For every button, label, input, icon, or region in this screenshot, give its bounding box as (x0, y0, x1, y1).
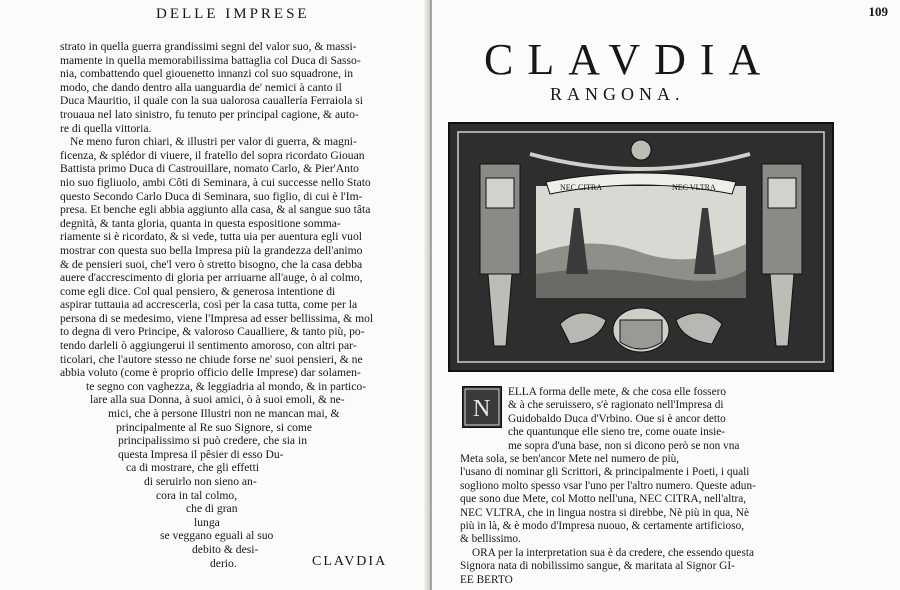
text-line: aspirar tuttauia ad accrescerla, così per la casa tutta, come per la (60, 298, 358, 312)
page-subtitle: RANGONA. (550, 84, 685, 104)
left-body-text (60, 40, 400, 570)
motto-nec-vltra: NEC VLTRA (672, 183, 716, 192)
text-line: Meta sola, se ben'ancor Mete nel numero de più, (460, 453, 680, 466)
motto-nec-citra: NEC CITRA (560, 183, 602, 192)
text-line: lunga (194, 515, 220, 529)
text-line: modo, che dando dentro alla uanguardia de' nemici à canto il (60, 80, 342, 94)
text-line: ELLA forma delle mete, & che cosa elle fossero (508, 386, 727, 398)
text-line: mostrar con questa suo bella Impresa più la grandezza dell'animo (60, 243, 363, 257)
text-line: che quantunque elle sieno tre, come ouate insie- (508, 426, 726, 439)
page-number: 109 (868, 4, 888, 19)
text-line: tendo darleli ò aggiungerui il sentimento amoroso, con altri par- (60, 339, 357, 353)
svg-text:N: N (473, 396, 491, 422)
text-line: mamente in quella memorabilissima battaglia col Duca di Sasso- (60, 53, 361, 67)
text-line: & à che seruissero, s'è ragionato nell'Impresa di (508, 399, 724, 412)
text-line: sogliono molto spesso vsar l'uno per l'altro numero. Queste adun- (460, 479, 756, 492)
text-line: principalissimo si può credere, che sia in (118, 434, 307, 448)
text-line: strato in quella guerra grandissimi segni del valor suo, & massi- (60, 40, 357, 53)
text-line: mici, che à persone Illustri non ne mancan mai, & (108, 407, 340, 421)
text-line: se veggano eguali al suo (160, 529, 274, 543)
text-line: degnità, & tanta gloria, quanta in questa espositione somma- (60, 216, 341, 230)
text-line: te segno con vaghezza, & leggiadria al mondo, & in partico- (86, 379, 367, 393)
text-line: re di quella vittoria. (60, 121, 152, 135)
text-line: nio suo figliuolo, ambi Côti di Seminara, à cui successe nello Stato (60, 175, 371, 189)
text-line: Guidobaldo Duca d'Vrbino. Oue si è ancor detto (508, 412, 726, 425)
text-line: cora in tal colmo, (156, 488, 238, 502)
text-line: ficenza, & splédor di viuere, il fratello del sopra ricordato Giouan (60, 148, 365, 162)
text-line: come egli dice. Col qual pensiero, & generosa intentione di (60, 284, 336, 298)
running-head: DELLE IMPRESE (156, 6, 310, 22)
text-line: di seruirlo non sieno an- (144, 475, 257, 488)
text-line: & de pensieri suoi, che'l vero ò stretto bisogno, che la casa debba (60, 257, 363, 271)
text-line: persona di se medesimo, viene l'Impresa ad esser bellissima, & mol (60, 311, 374, 325)
text-line: ORA per la interpretation sua è da credere, che essendo questa (472, 546, 754, 559)
right-body-text (460, 386, 888, 587)
text-line: Battista primo Duca di Castrouillare, nomato Carlo, & Pier'Anto (60, 162, 359, 176)
text-line: l'usano di nominar gli Scrittori, & principalmente i Poeti, i quali (460, 466, 750, 479)
text-line: questo Secondo Carlo Duca di Seminara, suo figlio, di cui è l'Im- (60, 189, 363, 203)
text-line: riamente si è ricordato, & si vede, tutta uia per auentura egli vuol (60, 230, 362, 244)
text-line: nia, combattendo quel giouenetto innanzi col suo squadrone, in (60, 67, 353, 81)
text-line: presa. Et benche egli abbia aggiunto alla casa, & al sangue suo tâta (60, 203, 371, 217)
emblem-illustration (450, 124, 832, 370)
text-line: Signora nata di nobilissimo sangue, & maritata al Signor GI- (460, 560, 735, 573)
text-line: più in là, & è modo d'Impresa nuouo, & certamente artificioso, (460, 520, 745, 533)
text-line: EE BERTO (460, 573, 513, 586)
text-line: & bellissimo. (460, 533, 521, 546)
left-page (0, 0, 428, 590)
text-line: auere d'accrescimento di gloria per arriuarne all'auge, ò al colmo, (60, 271, 363, 285)
catchword: CLAVDIA (312, 554, 388, 569)
text-line: to degna di vero Principe, & valoroso Caualliere, & tanto più, po- (60, 325, 365, 339)
text-line: lare alla sua Donna, à suoi amici, ò à suoi emoli, & ne- (90, 393, 345, 407)
text-line: principalmente al Re suo Signore, si come (116, 420, 313, 434)
right-page (432, 0, 900, 590)
text-line: derio. (210, 556, 237, 570)
text-line: questa Impresa il pêsier di esso Du- (118, 447, 284, 461)
text-line: que sono due Mete, col Motto nell'una, NEC CITRA, nell'altra, (460, 493, 747, 506)
text-line: ticolari, che l'autore stesso ne chiude forse ne' suoi pensieri, & ne (60, 352, 363, 366)
text-line: trouaua nel lato sinistro, fu tenuto per principal cagione, & auto- (60, 107, 359, 121)
page-title: CLAVDIA (484, 35, 775, 84)
text-line: NEC VLTRA, che in lingua nostra si direbbe, Nè più in qua, Nè (460, 506, 749, 519)
text-line: me sopra d'una base, non si dicono però se non vna (508, 439, 740, 452)
emblem-engraving (448, 122, 834, 372)
text-line: Duca Mauritio, il quale con la sua ualorosa cauallería Ferraiola si (60, 94, 363, 108)
text-line: debito & desi- (192, 542, 259, 556)
decorated-initial (462, 386, 502, 428)
text-line: abbia voluto (come è proprio officio delle Imprese) dar solamen- (60, 366, 361, 380)
text-line: che di gran (186, 502, 238, 516)
text-line: Ne meno furon chiari, & illustri per valor di guerra, & magni- (70, 135, 357, 149)
text-line: ca di mostrare, che gli effetti (126, 461, 260, 475)
